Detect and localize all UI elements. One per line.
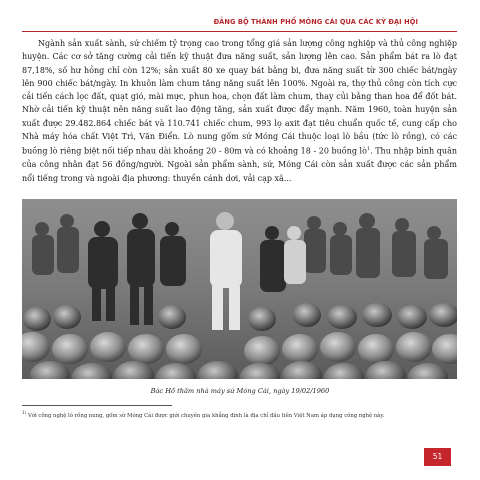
- header-rule: [22, 31, 457, 32]
- running-header: ĐẢNG BỘ THÀNH PHỐ MÓNG CÁI QUA CÁC KỲ ĐẠI HỘI: [213, 18, 418, 26]
- page-number: 51: [424, 448, 451, 466]
- photo-illustration: [22, 199, 457, 379]
- historical-photo: [22, 199, 457, 379]
- paragraph-text-end: . Thu nhập bình quân của công nhân đạt 56 đồng/người. Ngoài sản phẩm sành, sứ, Móng Cái còn sản xuất được các sản phẩm nổi tiếng trong và ngoài địa phương: thuyền cánh dơi, vải cạp xã...: [22, 147, 457, 183]
- footnote-reference: 1: [366, 146, 371, 153]
- footnote-marker: 1): [22, 410, 27, 415]
- photo-caption: Bác Hồ thăm nhà máy sứ Móng Cái, ngày 19/02/1960: [150, 387, 330, 395]
- footnote: [22, 410, 462, 419]
- footnote-text: Với công nghệ lò rồng nung, gốm sứ Móng Cái được giới chuyên gia khẳng định là địa chỉ đầu tiên Việt Nam áp dụng công nghệ này.: [26, 412, 385, 419]
- body-paragraph: [22, 37, 457, 185]
- footnote-divider: [22, 405, 172, 406]
- paragraph-text-main: Ngành sản xuất sành, sứ chiếm tỷ trọng cao trong tổng giá sản lượng công nghiệp và thủ công nghiệp huyện. Các cơ sở tăng cường cải tiến kỹ thuật đưa năng suất, sản lượng lên cao. Sản phẩm bát ra lò đạt 87,18%, số hư hỏng chỉ còn 12%; sản xuất 80 xe quay bát bằng bi, đưa năng suất từ 300 chiếc bát/ngày lên 900 chiếc bát/ngày. In khuôn làm chum tăng năng suất lên 100%. Ngoài ra, thợ thủ công còn tích cực cải tiến cách lọc đất, quạt gió, mài mực, phun hoa, chọn đất làm chum, thay củi bằng than hoa để đốt bát. Nhờ cải tiến kỹ thuật nên năng suất lao động tăng, sản xuất được đẩy mạnh. Năm 1960, toàn huyện sản xuất được 29.482.864 chiếc bát và 110.741 chiếc chum, 993 lọ axit đạt tiêu chuẩn quốc tế, cung cấp cho Nhà máy hóa chất Việt Trì, Văn Điển. Lò nung gốm sứ Móng Cái thuộc loại lò bầu (tức lò rồng), có các buồng lò riêng biệt nối tiếp nhau dài khoảng 20 - 80m và có khoảng 18 - 20 buồng lò: [22, 39, 457, 157]
